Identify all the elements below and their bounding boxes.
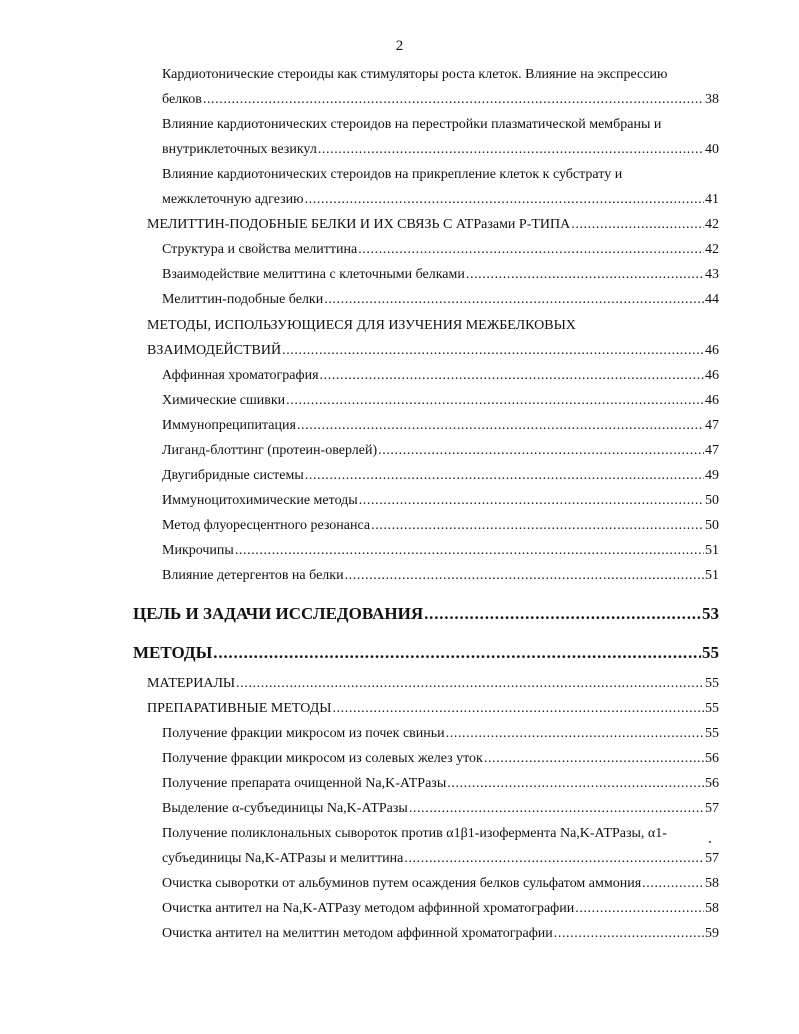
toc-entry-page: 59 bbox=[705, 926, 719, 941]
toc-entry-line bbox=[162, 563, 719, 588]
toc-entry bbox=[162, 538, 719, 563]
toc-entry-line bbox=[162, 62, 719, 87]
toc-entry-page: 47 bbox=[705, 418, 719, 433]
toc-entry-line bbox=[162, 237, 719, 262]
dot-leader bbox=[642, 871, 704, 896]
dot-leader bbox=[424, 601, 701, 626]
dot-leader bbox=[359, 488, 704, 513]
stray-mark bbox=[709, 841, 711, 843]
toc-entry-title: Влияние детергентов на белки bbox=[162, 568, 344, 583]
toc-entry-page: 57 bbox=[705, 851, 719, 866]
toc-entry-title: Получение поликлональных сывороток против α1β1-изофермента Na,K-АТРазы, α1- bbox=[162, 826, 667, 841]
toc-entry-line bbox=[162, 896, 719, 921]
toc-entry bbox=[162, 896, 719, 921]
dot-leader bbox=[286, 388, 704, 413]
toc-entry-page: 46 bbox=[705, 393, 719, 408]
toc-entry-page: 57 bbox=[705, 801, 719, 816]
toc-entry-line bbox=[162, 846, 719, 871]
dot-leader bbox=[318, 137, 704, 162]
dot-leader bbox=[575, 896, 704, 921]
toc-entry bbox=[162, 112, 719, 162]
toc-entry bbox=[162, 746, 719, 771]
toc-entry-page: 55 bbox=[705, 676, 719, 691]
toc-entry-line bbox=[162, 363, 719, 388]
toc-entry bbox=[162, 488, 719, 513]
toc-entry bbox=[162, 413, 719, 438]
toc-entry-title: Структура и свойства мелиттина bbox=[162, 242, 358, 257]
toc-entry-title: Очистка антител на мелиттин методом аффинной хроматографии bbox=[162, 926, 553, 941]
toc-entry-title: межклеточную адгезию bbox=[162, 192, 304, 207]
toc-entry-line bbox=[162, 488, 719, 513]
toc-entry bbox=[147, 212, 719, 237]
toc-entry-line bbox=[147, 313, 719, 338]
dot-leader bbox=[305, 187, 704, 212]
toc-entry-line bbox=[147, 696, 719, 721]
toc-entry-page: 56 bbox=[705, 776, 719, 791]
toc-entry-title: МЕТОДЫ, ИСПОЛЬЗУЮЩИЕСЯ ДЛЯ ИЗУЧЕНИЯ МЕЖБЕЛКОВЫХ bbox=[147, 318, 576, 333]
toc-entry bbox=[162, 721, 719, 746]
toc-entry-line bbox=[147, 212, 719, 237]
dot-leader bbox=[203, 87, 704, 112]
dot-leader bbox=[571, 212, 704, 237]
toc-entry bbox=[162, 871, 719, 896]
toc-entry-title: ВЗАИМОДЕЙСТВИЙ bbox=[147, 343, 282, 358]
toc-entry-title: Выделение α-субъединицы Na,K-АТРазы bbox=[162, 801, 408, 816]
toc-entry-page: 53 bbox=[702, 604, 719, 623]
toc-entry-line bbox=[133, 640, 719, 668]
dot-leader bbox=[447, 771, 704, 796]
dot-leader bbox=[324, 287, 704, 312]
toc-entry-title: ЦЕЛЬ И ЗАДАЧИ ИССЛЕДОВАНИЯ bbox=[133, 604, 424, 623]
dot-leader bbox=[213, 640, 701, 665]
dot-leader bbox=[409, 796, 704, 821]
toc-entry-page: 42 bbox=[705, 217, 719, 232]
toc-entry-page: 51 bbox=[705, 543, 719, 558]
dot-leader bbox=[236, 671, 704, 696]
toc-entry-line bbox=[162, 796, 719, 821]
dot-leader bbox=[484, 746, 704, 771]
dot-leader bbox=[404, 846, 704, 871]
toc-entry-title: Лиганд-блоттинг (протеин-оверлей) bbox=[162, 443, 378, 458]
toc-entry-page: 41 bbox=[705, 192, 719, 207]
toc-entry-page: 58 bbox=[705, 901, 719, 916]
toc-entry-title: Мелиттин-подобные белки bbox=[162, 292, 324, 307]
toc-entry bbox=[162, 237, 719, 262]
toc-entry bbox=[133, 601, 719, 629]
toc-entry-line bbox=[162, 771, 719, 796]
dot-leader bbox=[466, 262, 704, 287]
toc-entry bbox=[147, 671, 719, 696]
toc-entry-title: Иммунопреципитация bbox=[162, 418, 296, 433]
toc-entry-title: субъединицы Na,K-АТРазы и мелиттина bbox=[162, 851, 404, 866]
toc-entry bbox=[162, 921, 719, 946]
toc-entry-title: Кардиотонические стероиды как стимуляторы роста клеток. Влияние на экспрессию bbox=[162, 67, 668, 82]
toc-entry-page: 50 bbox=[705, 518, 719, 533]
toc-entry bbox=[162, 821, 719, 871]
toc-entry-line bbox=[162, 413, 719, 438]
toc-entry-page: 43 bbox=[705, 267, 719, 282]
toc-entry-title: Химические сшивки bbox=[162, 393, 286, 408]
toc-entry-page: 56 bbox=[705, 751, 719, 766]
toc-entry bbox=[162, 262, 719, 287]
toc-entry-title: Получение препарата очищенной Na,K-АТРазы bbox=[162, 776, 447, 791]
toc-entry-line bbox=[162, 388, 719, 413]
toc-entry-page: 47 bbox=[705, 443, 719, 458]
toc-entry-line bbox=[162, 463, 719, 488]
dot-leader bbox=[358, 237, 704, 262]
toc-entry bbox=[162, 463, 719, 488]
toc-entry bbox=[162, 771, 719, 796]
dot-leader bbox=[305, 463, 704, 488]
toc-entry-page: 40 bbox=[705, 142, 719, 157]
toc-entry-page: 55 bbox=[702, 643, 719, 662]
toc-entry-line bbox=[162, 821, 719, 846]
toc-entry-page: 46 bbox=[705, 343, 719, 358]
toc-entry-title: Аффинная хроматография bbox=[162, 368, 319, 383]
toc-entry-title: Очистка антител на Na,K-АТРазу методом аффинной хроматографии bbox=[162, 901, 575, 916]
toc-entry bbox=[162, 162, 719, 212]
toc-entry bbox=[162, 563, 719, 588]
toc-entry-title: белков bbox=[162, 92, 202, 107]
toc-entry-page: 58 bbox=[705, 876, 719, 891]
toc-entry-page: 50 bbox=[705, 493, 719, 508]
toc-entry bbox=[147, 696, 719, 721]
toc-entry-title: Влияние кардиотонических стероидов на прикрепление клеток к субстрату и bbox=[162, 167, 623, 182]
toc-entry-line bbox=[162, 187, 719, 212]
dot-leader bbox=[371, 513, 704, 538]
toc-entry-title: Метод флуоресцентного резонанса bbox=[162, 518, 371, 533]
toc-entry-title: Взаимодействие мелиттина с клеточными белками bbox=[162, 267, 465, 282]
toc-entry-title: МЕЛИТТИН-ПОДОБНЫЕ БЕЛКИ И ИХ СВЯЗЬ С АТРазами Р-ТИПА bbox=[147, 217, 571, 232]
toc-entry bbox=[133, 640, 719, 668]
toc-entry-line bbox=[162, 262, 719, 287]
toc-entry-title: МАТЕРИАЛЫ bbox=[147, 676, 236, 691]
toc-entry-title: МЕТОДЫ bbox=[133, 643, 213, 662]
toc-entry-line bbox=[133, 601, 719, 629]
toc-entry-page: 44 bbox=[705, 292, 719, 307]
toc-entry-line bbox=[162, 162, 719, 187]
toc-entry-page: 51 bbox=[705, 568, 719, 583]
toc-entry-page: 46 bbox=[705, 368, 719, 383]
toc-entry-page: 49 bbox=[705, 468, 719, 483]
toc-entry-page: 55 bbox=[705, 701, 719, 716]
toc-entry-title: Иммуноцитохимические методы bbox=[162, 493, 358, 508]
toc-entry-line bbox=[147, 338, 719, 363]
toc-entry-line bbox=[162, 287, 719, 312]
dot-leader bbox=[554, 921, 704, 946]
toc-entry-line bbox=[162, 137, 719, 162]
toc-entry-line bbox=[162, 871, 719, 896]
dot-leader bbox=[332, 696, 704, 721]
toc-entry-line bbox=[162, 746, 719, 771]
toc-entry-line bbox=[162, 513, 719, 538]
toc-entry-line bbox=[162, 721, 719, 746]
toc-entry-title: Получение фракции микросом из почек свиньи bbox=[162, 726, 445, 741]
toc-entry-title: Влияние кардиотонических стероидов на перестройки плазматической мембраны и bbox=[162, 117, 662, 132]
toc-entry-title: Микрочипы bbox=[162, 543, 234, 558]
toc-entry-line bbox=[162, 538, 719, 563]
toc-entry-page: 42 bbox=[705, 242, 719, 257]
toc-entry bbox=[147, 313, 719, 363]
toc-entry bbox=[162, 438, 719, 463]
toc-entry bbox=[162, 363, 719, 388]
dot-leader bbox=[446, 721, 704, 746]
dot-leader bbox=[297, 413, 704, 438]
toc-entry bbox=[162, 796, 719, 821]
toc-entry bbox=[162, 62, 719, 112]
dot-leader bbox=[282, 338, 704, 363]
dot-leader bbox=[345, 563, 704, 588]
toc-entry-line bbox=[162, 438, 719, 463]
toc-entry-page: 38 bbox=[705, 92, 719, 107]
toc-entry-line bbox=[162, 921, 719, 946]
toc-entry-title: ПРЕПАРАТИВНЫЕ МЕТОДЫ bbox=[147, 701, 332, 716]
dot-leader bbox=[320, 363, 704, 388]
toc-entry-title: Двугибридные системы bbox=[162, 468, 304, 483]
toc-entry bbox=[162, 513, 719, 538]
toc-entry-title: Очистка сыворотки от альбуминов путем осаждения белков сульфатом аммония bbox=[162, 876, 642, 891]
toc-entry-line bbox=[162, 112, 719, 137]
toc-entry-page: 55 bbox=[705, 726, 719, 741]
toc-entry-line bbox=[147, 671, 719, 696]
dot-leader bbox=[378, 438, 704, 463]
dot-leader bbox=[235, 538, 704, 563]
toc-entry bbox=[162, 388, 719, 413]
toc-entry-line bbox=[162, 87, 719, 112]
toc-entry-title: Получение фракции микросом из солевых желез уток bbox=[162, 751, 483, 766]
page-number: 2 bbox=[395, 38, 404, 54]
toc-entry bbox=[162, 287, 719, 312]
toc-entry-title: внутриклеточных везикул bbox=[162, 142, 317, 157]
